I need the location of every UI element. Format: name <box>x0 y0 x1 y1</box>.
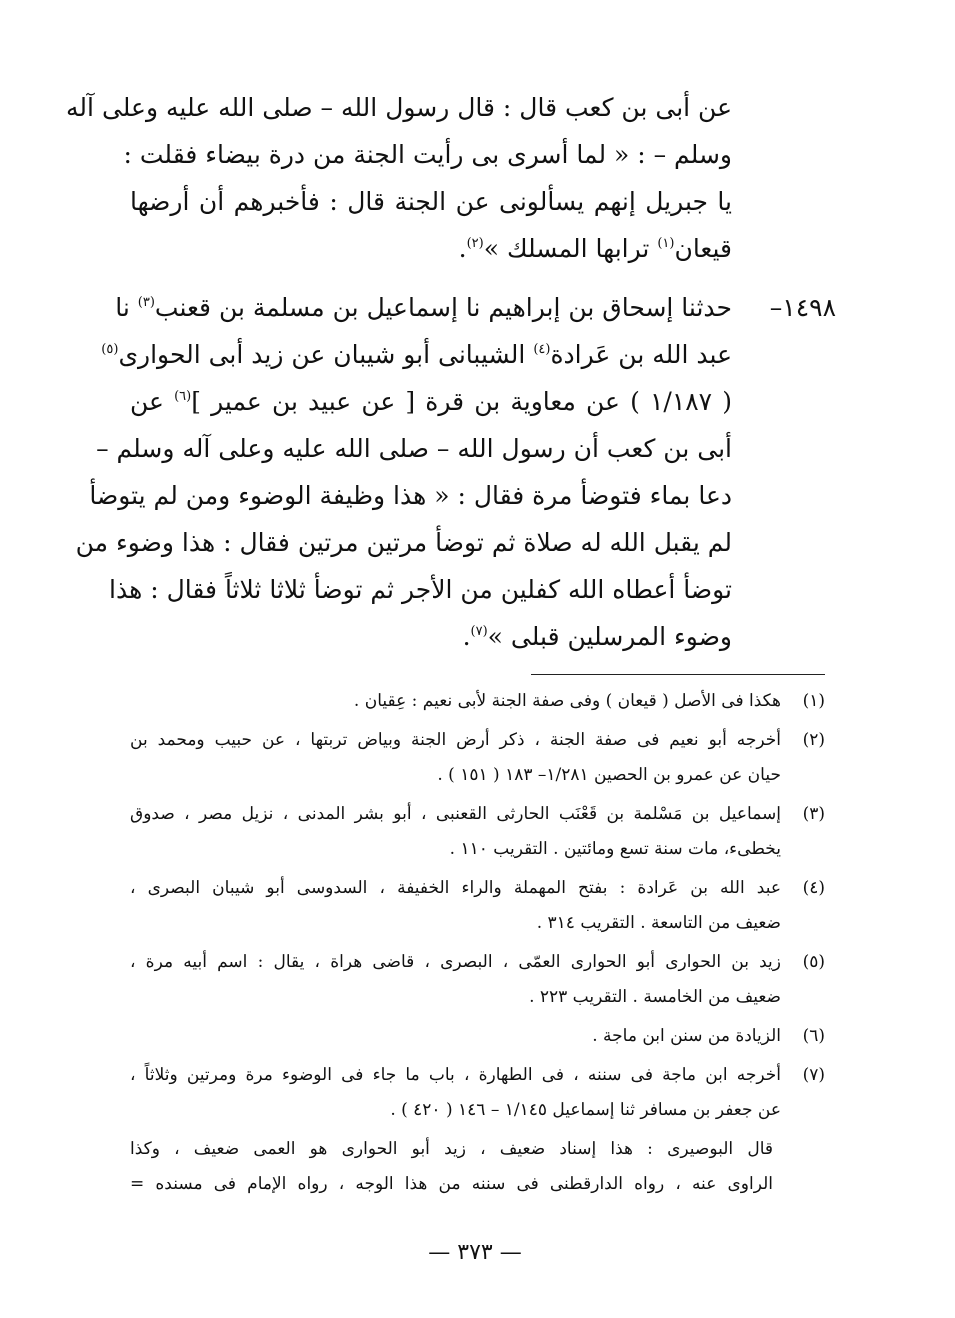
footnote-line: عن جعفر بن مسافر ثنا إسماعيل ١/١٤٥ – ١٤٦ ( ٤٢٠ ) . <box>390 1100 781 1120</box>
footnotes <box>130 684 825 1202</box>
hadith-number: ١٤٩٨– <box>769 293 836 322</box>
text-segment: عبد الله بن عَرادة <box>550 340 732 369</box>
text-line: دعا بماء فتوضأ مرة فقال : « هذا وظيفة الوضوء ومن لم يتوضأ <box>89 481 732 510</box>
text-segment: ( ١/١٨٧ ) عن معاوية بن قرة [ عن عبيد بن عمير ] <box>191 387 732 416</box>
text-segment: عن <box>130 387 175 416</box>
footnote-line: عبد الله بن عَرادة : بفتح المهملة والراء الخفيفة ، السدوسى أبو شيبان البصرى ، <box>130 878 781 898</box>
text-segment: نا <box>115 293 138 322</box>
footnote-line: أخرجه أبو نعيم فى صفة الجنة ، ذكر أرض الجنة وبياض تربتها ، عن حبيب ومحمد بن <box>130 730 781 750</box>
footnote-number: (١) <box>802 691 825 711</box>
footnote <box>130 1058 825 1128</box>
text-line <box>130 225 732 272</box>
footnote-marker: (٤) <box>533 342 551 357</box>
text-segment: . <box>458 234 467 263</box>
text-line <box>130 613 732 660</box>
footnote-line: أخرجه ابن ماجة فى سننه ، فى الطهارة ، باب ما جاء فى الوضوء مرة ومرتين وثلاثاً ، <box>130 1065 781 1085</box>
footnote-line: حيان عن عمرو بن الحصين ١/٢٨١– ١٨٣ ( ١٥١ ) . <box>437 765 781 785</box>
text-line: يا جبريل إنهم يسألونى عن الجنة قال : فأخبرهم أن أرضها <box>130 187 732 216</box>
text-segment: قيعان <box>674 234 732 263</box>
footnote-number: (٦) <box>802 1026 825 1046</box>
text-segment: حدثنا إسحاق بن إبراهيم نا إسماعيل بن مسلمة بن قعنب <box>154 293 732 322</box>
text-segment: الشيبانى أبو شيبان عن زيد أبى الحوارى <box>118 340 534 369</box>
footnote-marker: (٦) <box>174 389 192 404</box>
text-line: لم يقبل الله له صلاة ثم توضأ مرتين مرتين فقال : هذا وضوء من <box>75 528 732 557</box>
footnote-number: (٥) <box>802 952 825 972</box>
footnote <box>130 797 825 867</box>
text-segment: وضوء المرسلين قبلى » <box>487 622 732 651</box>
text-line <box>130 378 732 425</box>
footnote-line: هكذا فى الأصل ( قيعان ) وفى صفة الجنة لأبى نعيم : عِقيان . <box>353 691 781 711</box>
footnote-marker: (٥) <box>101 342 119 357</box>
footnote-marker: (٣) <box>137 295 155 310</box>
text-line: توضأ أعطاه الله كفلين من الأجر ثم توضأ ثلاثا ثلاثاً فقال : هذا <box>109 575 732 604</box>
footnote-line: الزيادة من سنن ابن ماجة . <box>592 1026 781 1046</box>
footnote-marker: (٢) <box>466 236 484 251</box>
text-segment: ترابها المسلك » <box>483 234 658 263</box>
text-line: عن أبى بن كعب قال : قال رسول الله – صلى الله عليه وعلى آله <box>66 93 732 122</box>
footnote-line: زيد بن الحوارى أبو الحوارى العمّى ، البصرى ، قاضى هراة ، يقال : اسم أبيه مرة ، <box>130 952 781 972</box>
footnote <box>130 1019 825 1054</box>
footnote-line: إسماعيل بن مَسْلمة بن قَعْنَب الحارثى القعنبى ، أبو بشر المدنى ، نزيل مصر ، صدوق <box>130 804 781 824</box>
footnote-line: ضعيف من الخامسة . التقريب ٢٢٣ . <box>529 987 781 1007</box>
footnote-line: الراوى عنه ، رواه الدارقطنى فى سننه من هذا الوجه ، رواه الإمام فى مسنده = <box>130 1174 773 1194</box>
footnote-divider <box>531 674 825 675</box>
footnote-marker: (٧) <box>470 624 488 639</box>
footnote-number: (٧) <box>802 1065 825 1085</box>
footnote-number: (٣) <box>802 804 825 824</box>
page-number: — ٣٧٣ — <box>428 1240 522 1265</box>
footnote-line: قال البوصيرى : هذا إسناد ضعيف ، زيد أبو الحوارى هو العمى ضعيف ، وكذا <box>130 1139 773 1159</box>
footnote-line: ضعيف من التاسعة . التقريب ٣١٤ . <box>536 913 781 933</box>
footnote <box>130 945 825 1015</box>
footnote-continuation <box>130 1132 825 1202</box>
footnote <box>130 684 825 719</box>
text-line <box>101 331 732 378</box>
main-text <box>66 84 836 660</box>
footnote-number: (٤) <box>802 878 825 898</box>
text-line <box>115 284 732 331</box>
footnote-number: (٢) <box>802 730 825 750</box>
text-line: أبى بن كعب أن رسول الله – صلى الله عليه وعلى آله وسلم – <box>96 434 732 463</box>
footnote-line: يخطىء، مات سنة تسع ومائتين . التقريب ١١٠ . <box>449 839 781 859</box>
text-line: وسلم – : « لما أسرى بى رأيت الجنة من درة بيضاء فقلت : <box>123 140 732 169</box>
text-segment: . <box>462 622 471 651</box>
footnote <box>130 871 825 941</box>
hadith-block <box>75 284 836 660</box>
footnote <box>130 723 825 793</box>
footnote-marker: (١) <box>657 236 675 251</box>
